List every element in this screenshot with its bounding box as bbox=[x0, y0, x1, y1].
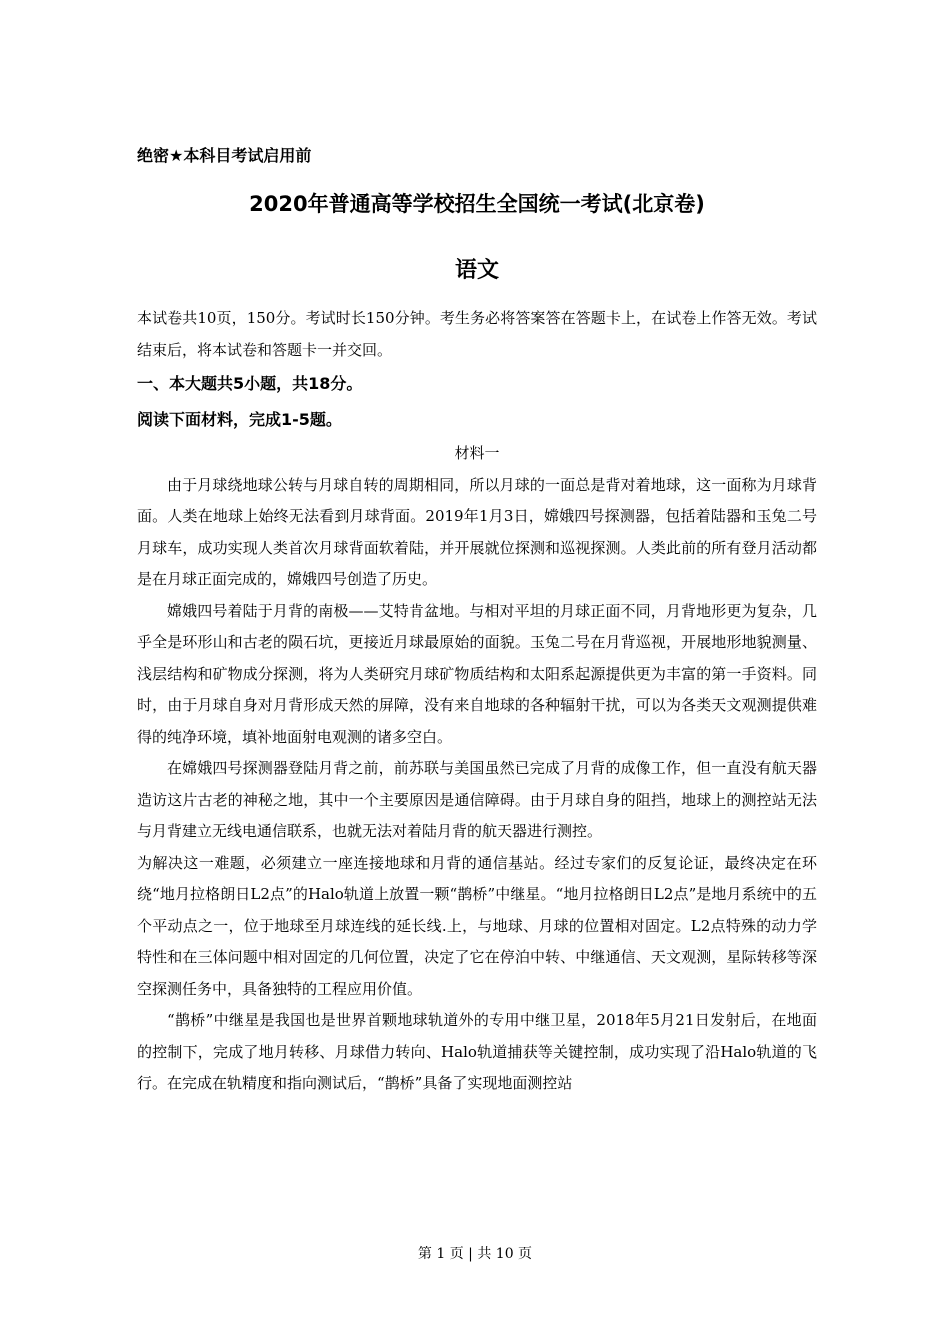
section-heading: 一、本大题共5小题，共18分。 bbox=[137, 374, 363, 393]
paragraph: 在嫦娥四号探测器登陆月背之前，前苏联与美国虽然已完成了月背的成像工作，但一直没有航天器造访这片古老的神秘之地，其中一个主要原因是通信障碍。由于月球自身的阻挡，地球上的测控站无法与月背建立无线电通信联系，也就无法对着陆月背的航天器进行测控。 bbox=[137, 759, 817, 840]
page-footer: 第 1 页 | 共 10 页 bbox=[417, 1246, 533, 1262]
paragraph: “鹊桥”中继星是我国也是世界首颗地球轨道外的专用中继卫星，2018年5月21日发射后，在地面的控制下，完成了地月转移、月球借力转向、Halo轨道捕获等关键控制，成功实现了沿Halo轨道的飞行。在完成在轨精度和指向测试后，“鹊桥”具备了实现地面测控站 bbox=[137, 1011, 817, 1092]
task-instruction: 阅读下面材料，完成1-5题。 bbox=[137, 410, 342, 429]
paragraph: 嫦娥四号着陆于月背的南极——艾特肯盆地。与相对平坦的月球正面不同，月背地形更为复杂，几乎全是环形山和古老的陨石坑，更接近月球最原始的面貌。玉兔二号在月背巡视，开展地形地貌测量、浅层结构和矿物成分探测，将为人类研究月球矿物质结构和太阳系起源提供更为丰富的第一手资料。同时，由于月球自身对月背形成天然的屏障，没有来自地球的各种辐射干扰，可以为各类天文观测提供难得的纯净环境，填补地面射电观测的诸多空白。 bbox=[137, 601, 817, 746]
paragraph: 为解决这一难题，必须建立一座连接地球和月背的通信基站。经过专家们的反复论证，最终决定在环绕“地月拉格朗日L2点”的Halo轨道上放置一颗“鹊桥”中继星。“地月拉格朗日L2点”是地月系统中的五个平动点之一，位于地球至月球连线的延长线.上，与地球、月球的位置相对固定。L2点特殊的动力学特性和在三体问题中相对固定的几何位置，决定了它在停泊中转、中继通信、天文观测，星际转移等深空探测任务中，具备独特的工程应用价值。 bbox=[137, 853, 817, 998]
paragraph: 由于月球绕地球公转与月球自转的周期相同，所以月球的一面总是背对着地球，这一面称为月球背面。人类在地球上始终无法看到月球背面。2019年1月3日，嫦娥四号探测器，包括着陆器和玉兔二号月球车，成功实现人类首次月球背面软着陆，并开展就位探测和巡视探测。人类此前的所有登月活动都是在月球正面完成的，嫦娥四号创造了历史。 bbox=[137, 475, 817, 588]
instructions: 本试卷共10页，150分。考试时长150分钟。考生务必将答案答在答题卡上，在试卷上作答无效。考试结束后，将本试卷和答题卡一并交回。 bbox=[137, 309, 817, 359]
secret-mark: 绝密★本科目考试启用前 bbox=[137, 146, 312, 165]
exam-body bbox=[137, 303, 817, 1100]
material-label: 材料一 bbox=[454, 444, 500, 462]
exam-title: 2020年普通高等学校招生全国统一考试(北京卷) bbox=[249, 192, 705, 216]
subject-title: 语文 bbox=[454, 258, 499, 283]
